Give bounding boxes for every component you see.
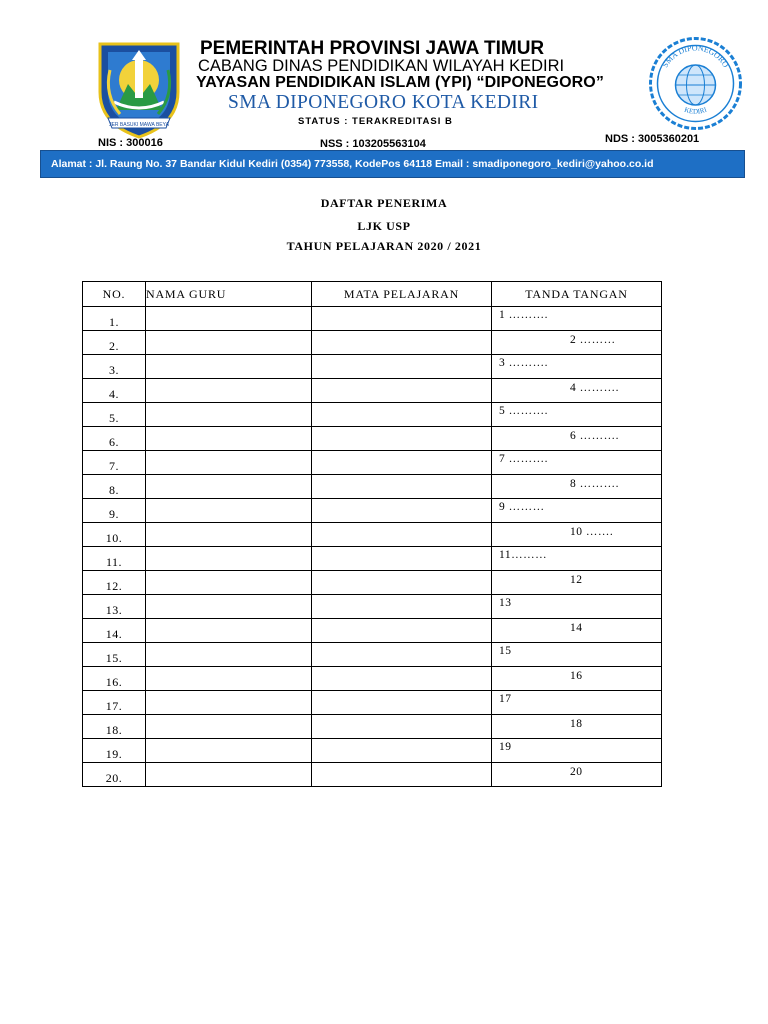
table-row [83,595,662,619]
teacher-name-cell [146,427,312,451]
table-row [83,715,662,739]
subject-cell [312,619,492,643]
teacher-name-cell [146,763,312,787]
emblem-top-text: SMA DIPONEGORO [660,43,731,70]
signature-slot-label: 8 ………. [570,478,619,490]
school-emblem-logo [647,35,744,132]
signature-slot-label: 7 ………. [499,453,548,465]
row-number: 3. [83,355,146,379]
subject-cell [312,523,492,547]
emblem-bottom-text: KEDIRI [683,105,708,116]
signature-cell [492,619,662,643]
subject-cell [312,595,492,619]
table-row [83,427,662,451]
signature-slot-label: 17 [499,693,512,705]
signature-slot-label: 13 [499,597,512,609]
signature-slot-label: 1 ………. [499,309,548,321]
teacher-name-cell [146,331,312,355]
signature-slot-label: 9 ……… [499,501,545,513]
header-nama-guru: NAMA GURU [146,282,312,307]
row-number: 15. [83,643,146,667]
subject-cell [312,499,492,523]
teacher-name-cell [146,619,312,643]
accreditation-status: STATUS : TERAKREDITASI B [298,116,453,127]
row-number: 8. [83,475,146,499]
row-number: 7. [83,451,146,475]
crest-motto: JER BASUKI MAWA BEYA [109,122,169,128]
signature-cell [492,739,662,763]
teacher-name-cell [146,547,312,571]
signature-slot-label: 6 ………. [570,430,619,442]
table-row [83,667,662,691]
signature-slot-label: 15 [499,645,512,657]
table-row [83,691,662,715]
table-row [83,739,662,763]
signature-slot-label: 11……… [499,549,548,561]
row-number: 5. [83,403,146,427]
teacher-name-cell [146,403,312,427]
signature-slot-label: 19 [499,741,512,753]
table-row [83,403,662,427]
teacher-name-cell [146,451,312,475]
province-crest-logo [94,40,184,140]
signature-cell [492,667,662,691]
subject-cell [312,307,492,331]
teacher-name-cell [146,667,312,691]
row-number: 14. [83,619,146,643]
signature-cell [492,475,662,499]
signature-cell [492,571,662,595]
table-header-row [83,282,662,307]
signature-cell [492,355,662,379]
table-row [83,451,662,475]
signature-slot-label: 5 ………. [499,405,548,417]
table-body [83,307,662,787]
doc-title-line3: TAHUN PELAJARAN 2020 / 2021 [286,239,482,253]
teacher-name-cell [146,499,312,523]
subject-cell [312,379,492,403]
teacher-name-cell [146,523,312,547]
subject-cell [312,547,492,571]
table-row [83,619,662,643]
signature-cell [492,523,662,547]
signature-cell [492,331,662,355]
address-bar: Alamat : Jl. Raung No. 37 Bandar Kidul Kediri (0354) 773558, KodePos 64118 Email : smadiponegoro_kediri@yahoo.co.id [40,150,745,178]
table-row [83,307,662,331]
signature-cell [492,595,662,619]
signature-cell [492,547,662,571]
subject-cell [312,451,492,475]
signature-cell [492,379,662,403]
row-number: 17. [83,691,146,715]
signature-cell [492,643,662,667]
subject-cell [312,355,492,379]
row-number: 2. [83,331,146,355]
signature-slot-label: 12 [570,574,583,586]
table-row [83,763,662,787]
table-row [83,499,662,523]
subject-cell [312,427,492,451]
teacher-name-cell [146,571,312,595]
teacher-name-cell [146,475,312,499]
teacher-name-cell [146,595,312,619]
foundation-title: YAYASAN PENDIDIKAN ISLAM (YPI) “DIPONEGORO” [196,74,604,91]
signature-cell [492,427,662,451]
row-number: 4. [83,379,146,403]
table-row [83,547,662,571]
header-mata-pelajaran: MATA PELAJARAN [312,282,492,307]
table-row [83,523,662,547]
table-row [83,379,662,403]
nis-number: NIS : 300016 [98,137,163,149]
doc-title-line2: LJK USP [357,219,411,233]
teacher-name-cell [146,643,312,667]
signature-slot-label: 4 ………. [570,382,619,394]
signature-cell [492,403,662,427]
nss-number: NSS : 103205563104 [320,138,426,150]
subject-cell [312,403,492,427]
branch-office-title: CABANG DINAS PENDIDIKAN WILAYAH KEDIRI [198,57,565,75]
teacher-name-cell [146,307,312,331]
subject-cell [312,739,492,763]
row-number: 19. [83,739,146,763]
table-row [83,331,662,355]
signature-slot-label: 3 ………. [499,357,548,369]
table-row [83,571,662,595]
row-number: 12. [83,571,146,595]
teacher-name-cell [146,379,312,403]
signature-slot-label: 10 ……. [570,526,614,538]
recipient-table [82,281,662,787]
row-number: 9. [83,499,146,523]
signature-slot-label: 18 [570,718,583,730]
row-number: 6. [83,427,146,451]
subject-cell [312,475,492,499]
subject-cell [312,763,492,787]
row-number: 20. [83,763,146,787]
row-number: 18. [83,715,146,739]
row-number: 11. [83,547,146,571]
header-tanda-tangan: TANDA TANGAN [492,282,662,307]
teacher-name-cell [146,355,312,379]
school-name: SMA DIPONEGORO KOTA KEDIRI [228,92,539,113]
table-row [83,643,662,667]
table-row [83,355,662,379]
subject-cell [312,571,492,595]
signature-cell [492,499,662,523]
subject-cell [312,331,492,355]
signature-cell [492,763,662,787]
government-title: PEMERINTAH PROVINSI JAWA TIMUR [200,38,545,59]
signature-cell [492,691,662,715]
subject-cell [312,691,492,715]
subject-cell [312,715,492,739]
row-number: 13. [83,595,146,619]
signature-cell [492,715,662,739]
signature-slot-label: 16 [570,670,583,682]
row-number: 10. [83,523,146,547]
signature-slot-label: 14 [570,622,583,634]
teacher-name-cell [146,691,312,715]
nds-number: NDS : 3005360201 [605,133,700,145]
header-no: NO. [83,282,146,307]
doc-title-line1: DAFTAR PENERIMA [320,196,448,210]
row-number: 16. [83,667,146,691]
signature-cell [492,307,662,331]
subject-cell [312,667,492,691]
signature-slot-label: 20 [570,766,583,778]
teacher-name-cell [146,715,312,739]
signature-cell [492,451,662,475]
teacher-name-cell [146,739,312,763]
subject-cell [312,643,492,667]
row-number: 1. [83,307,146,331]
signature-slot-label: 2 ……… [570,334,616,346]
table-row [83,475,662,499]
